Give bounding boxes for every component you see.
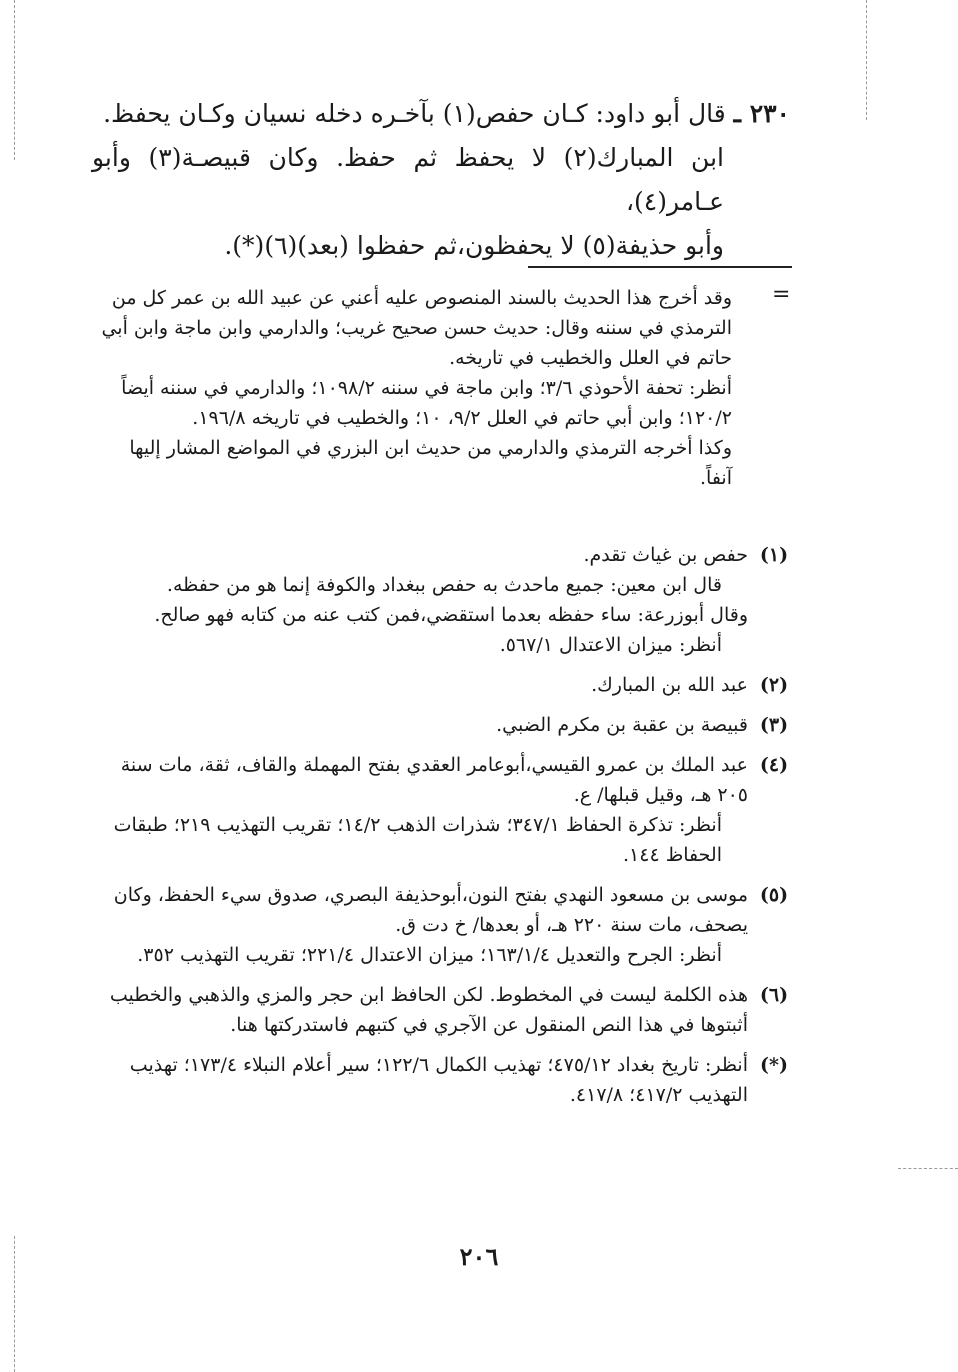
scan-margin-dash bbox=[898, 1168, 958, 1169]
footnote-marker: (٦) bbox=[759, 984, 789, 1006]
footnote-paragraph: عبد الملك بن عمرو القيسي،أبوعامر العقدي بفتح المهملة والقاف، ثقة، مات سنة ٢٠٥ هـ، وقيل قبلها/ ع. bbox=[120, 754, 748, 806]
footnote-marker: (١) bbox=[759, 544, 789, 566]
footnote-marker: (٥) bbox=[759, 884, 789, 906]
footnote-body bbox=[100, 540, 748, 660]
footnote-paragraph: أنظر: تاريخ بغداد ٤٧٥/١٢؛ تهذيب الكمال ١٢٢/٦؛ سير أعلام النبلاء ١٧٣/٤؛ تهذيب التهذيب ٤١٧/٢؛ ٤١٧/٨. bbox=[129, 1054, 748, 1106]
footnote-paragraph: قبيصة بن عقبة بن مكرم الضبي. bbox=[496, 714, 748, 736]
footnote-body bbox=[100, 880, 748, 970]
main-line-2: ابن المبارك(٢) لا يحفظ ثم حفظ. وكان قبيصـة(٣) وأبو عـامر(٤)، bbox=[92, 143, 724, 216]
footnote-marker: (٣) bbox=[759, 714, 789, 736]
footnote-marker: (٢) bbox=[759, 674, 789, 696]
footnote-marker: (*) bbox=[760, 1054, 788, 1076]
footnote-body bbox=[100, 750, 748, 870]
continuation-paragraph: أنظر: تحفة الأحوذي ٣/٦؛ وابن ماجة في سننه ١٠٩٨/٢؛ والدارمي في سننه أيضاً ١٢٠/٢؛ وابن أبي حاتم في العلل ٩/٢، ١٠؛ والخطيب في تاريخه ١٩٦/٨. bbox=[121, 377, 732, 429]
continuation-paragraph: وكذا أخرجه الترمذي والدارمي من حديث ابن البزري في المواضع المشار إليها آنفاً. bbox=[129, 437, 732, 489]
main-line-3: وأبو حذيفة(٥) لا يحفظون،ثم حفظوا (بعد)(٦)(*). bbox=[224, 231, 724, 260]
footnote-continuation bbox=[100, 283, 760, 493]
page-number: ٢٠٦ bbox=[459, 1242, 499, 1271]
footnote-body bbox=[100, 980, 748, 1040]
scan-margin-line bbox=[866, 0, 867, 120]
footnote-paragraph: أنظر: ميزان الاعتدال ٥٦٧/١. bbox=[499, 634, 722, 656]
footnote-paragraph: موسى بن مسعود النهدي بفتح النون،أبوحذيفة البصري، صدوق سيء الحفظ، وكان يصحف، مات سنة ٢٢٠ هـ، أو بعدها/ خ دت ق. bbox=[113, 884, 748, 936]
footnote-paragraph: قال ابن معين: جميع ماحدث به حفص ببغداد والكوفة إنما هو من حفظه. bbox=[166, 574, 722, 596]
footnote-5 bbox=[100, 880, 800, 970]
footnote-paragraph: هذه الكلمة ليست في المخطوط. لكن الحافظ ابن حجر والمزي والذهبي والخطيب أثبتوها في هذا النص المنقول عن الآجري في كتبهم فاستدركتها هنا. bbox=[109, 984, 748, 1036]
footnote-body bbox=[100, 1050, 748, 1110]
scan-margin-line bbox=[14, 1236, 15, 1372]
main-text bbox=[92, 92, 790, 268]
footnote-paragraph: حفص بن غياث تقدم. bbox=[583, 544, 748, 566]
main-line-text: قال أبو داود: كـان حفص(١) بآخـره دخله نسيان وكـان يحفظ. bbox=[103, 99, 726, 128]
continuation-mark: = bbox=[772, 282, 791, 307]
main-line-1 bbox=[92, 92, 790, 136]
footnote-3 bbox=[100, 710, 800, 740]
footnote-body bbox=[100, 670, 748, 700]
continuation-paragraph: وقد أخرج هذا الحديث بالسند المنصوص عليه أعني عن عبيد الله بن عمر كل من الترمذي في سننه وقال: حديث حسن صحيح غريب؛ والدارمي وابن ماجة وابن أبي حاتم في العلل والخطيب في تاريخه. bbox=[101, 287, 732, 369]
footnote-6 bbox=[100, 980, 800, 1040]
footnote-paragraph: عبد الله بن المبارك. bbox=[591, 674, 748, 696]
footnote-body bbox=[100, 710, 748, 740]
footnote-4 bbox=[100, 750, 800, 870]
footnote-star bbox=[100, 1050, 800, 1110]
footnotes bbox=[100, 540, 800, 1120]
footnote-marker: (٤) bbox=[759, 754, 789, 776]
scan-margin-line bbox=[14, 0, 15, 160]
footnote-separator bbox=[528, 266, 792, 268]
footnote-1 bbox=[100, 540, 800, 660]
footnote-paragraph: أنظر: الجرح والتعديل ١٦٣/١/٤؛ ميزان الاعتدال ٢٢١/٤؛ تقريب التهذيب ٣٥٢. bbox=[137, 944, 722, 966]
footnote-paragraph: وقال أبوزرعة: ساء حفظه بعدما استقضي،فمن كتب عنه من كتابه فهو صالح. bbox=[154, 604, 748, 626]
footnote-paragraph: أنظر: تذكرة الحفاظ ٣٤٧/١؛ شذرات الذهب ١٤/٢؛ تقريب التهذيب ٢١٩؛ طبقات الحفاظ ١٤٤. bbox=[113, 814, 722, 866]
footnote-2 bbox=[100, 670, 800, 700]
entry-number: ٢٣٠ ـ bbox=[733, 99, 790, 128]
